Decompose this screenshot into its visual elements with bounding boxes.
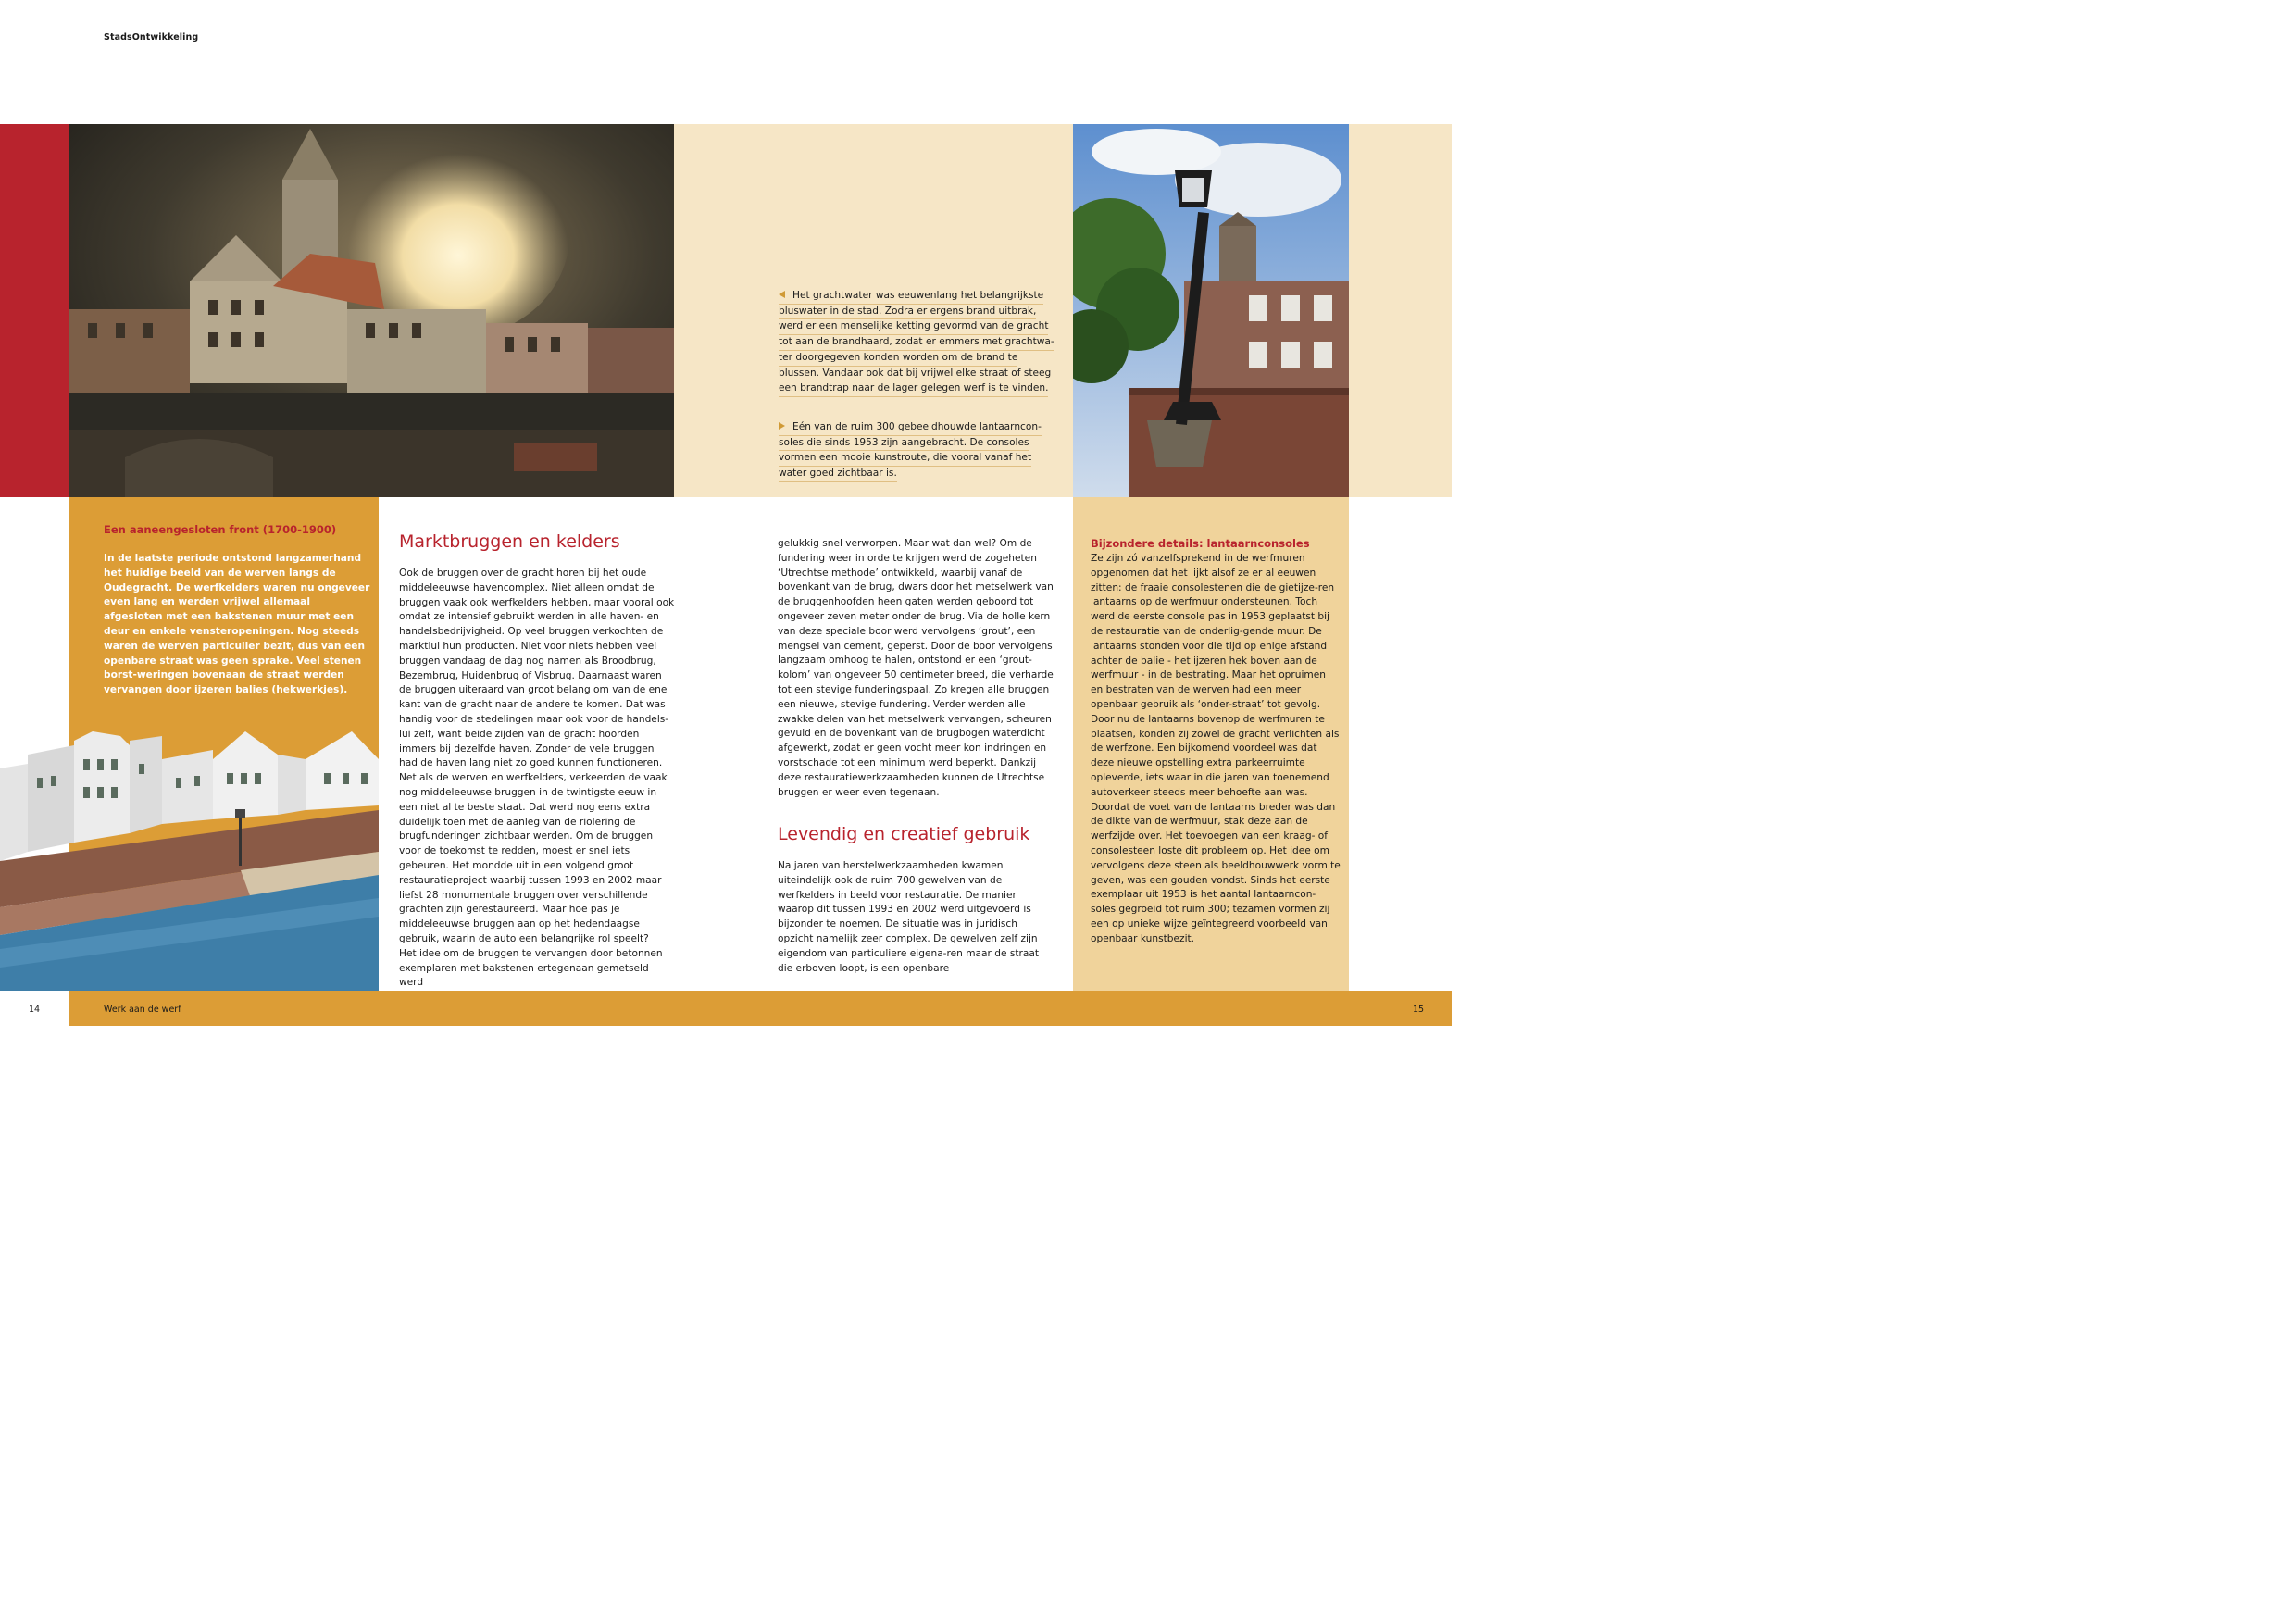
caption-line: tot aan de brandhaard, zodat er emmers met grachtwa- <box>779 335 1054 351</box>
sidebar-front-title: Een aaneengesloten front (1700-1900) <box>104 523 337 536</box>
caption-lantern-consoles <box>779 420 1042 482</box>
paragraph: Ook de bruggen over de gracht horen bij het oude middeleeuwse havencomplex. Niet alleen omdat de bruggen vaak ook werfkelders hebben, maar vooral ook omdat ze intensief gebruikt werden in alle haven- en handelsbedrijvigheid. Op veel bruggen verkochten de marktlui hun producten. Niet voor niets hebben veel bruggen vandaag de dag nog namen als Broodbrug, Bezembrug, Huidenbrug of Visbrug. Daarnaast waren de bruggen uiteraard van groot belang om van de ene kant van de gracht naar de andere te komen. Dat was handig voor de stedelingen maar ook voor de handels-lui zelf, want beide zijden van de gracht hoorden immers bij dezelfde haven. Zonder de vele bruggen had de haven lang niet zo goed kunnen functioneren. <box>399 568 675 769</box>
paragraph: Het idee om de bruggen te vervangen door betonnen exemplaren met bakstenen ertegenaan gemetseld werd <box>399 947 663 989</box>
page-number-left: 14 <box>29 1005 41 1015</box>
footer-title: Werk aan de werf <box>104 1005 181 1015</box>
article-column-2b <box>778 859 1054 976</box>
caption-line: bluswater in de stad. Zodra er ergens brand uitbrak, <box>779 305 1036 320</box>
caption-line: water goed zichtbaar is. <box>779 467 897 482</box>
sidebar-lantern-body: Ze zijn zó vanzelfsprekend in de werfmuren opgenomen dat het lijkt alsof ze er al eeuwen zitten: de fraaie consolestenen die de gietijze-ren lantaarns op de werfmuur ondersteunen. Toch werd de eerste console pas in 1953 geplaatst bij de restauratie van de onderlig-gende muur. De lantaarns stonden voor die tijd op enige afstand achter de balie - het ijzeren hek boven aan de werfmuur - in de bestrating. Maar het opruimen en bestraten van de werven had een meer openbaar gebruik als ‘onder-straat’ tot gevolg. Door nu de lantaarns bovenop de werfmuren te plaatsen, konden zij zowel de gracht verlichten als de werfzone. Een bijkomend voordeel was dat deze nieuwe opstelling extra parkeerruimte opleverde, iets waar in die jaren van toenemend autoverkeer steeds meer behoefte aan was. Doordat de voet van de lantaarns breder was dan de dikte van de werfmuur, stak deze aan de werfzijde over. Het toevoegen van een kraag- of consolesteen loste dit probleem op. Het idee om vervolgens deze steen als beeldhouwwerk vorm te geven, was een gouden vondst. Sinds het eerste exemplaar uit 1953 is het aantal lantaarncon-soles gegroeid tot ruim 300; tezamen vormen zij een op unieke wijze geïntegreerd voorbeeld van openbaar kunstbezit. <box>1091 553 1341 944</box>
heading-marktbruggen: Marktbruggen en kelders <box>399 531 620 552</box>
lantern-photo <box>1073 124 1349 497</box>
article-column-2 <box>778 537 1054 800</box>
paragraph: Net als de werven en werfkelders, verkeerden de vaak nog middeleeuwse bruggen in de twintigste eeuw in een niet al te beste staat. Dat werd nog eens extra duidelijk toen met de aanleg van de riolering de brugfunderingen zichtbaar werden. Om de bruggen voor de toekomst te redden, moest er snel iets gebeuren. Het mondde uit in een volgend groot restauratieproject waarbij tussen 1993 en 2002 maar liefst 28 monumentale bruggen over verschillende grachten zijn gerestaureerd. Maar hoe pas je middeleeuwse bruggen aan op het hedendaagse gebruik, waarin de auto een belangrijke rol speelt? <box>399 772 668 944</box>
sidebar-lantern-title: Bijzondere details: lantaarnconsoles <box>1091 537 1310 550</box>
caption-line: werd er een menselijke ketting gevormd van de gracht <box>779 319 1048 335</box>
caption-line: soles die sinds 1953 zijn aangebracht. De consoles <box>779 436 1029 452</box>
section-label: StadsOntwikkeling <box>104 32 199 43</box>
sidebar-lantern-box <box>1073 497 1349 991</box>
lantern-photo-graphic <box>1073 124 1349 497</box>
footer-bar <box>69 991 1452 1026</box>
cream-margin-block <box>1349 124 1452 497</box>
wharf-render-graphic <box>0 722 379 991</box>
caption-line: ter doorgegeven konden worden om de brand te <box>779 351 1017 367</box>
article-column-1 <box>399 567 675 991</box>
caption-line: vormen een mooie kunstroute, die vooral vanaf het <box>779 451 1031 467</box>
red-accent-strip <box>0 124 69 497</box>
wharf-3d-render <box>0 722 379 991</box>
page-number-right: 15 <box>1413 1005 1425 1015</box>
heading-levendig: Levendig en creatief gebruik <box>778 824 1030 844</box>
caption-line: een brandtrap naar de lager gelegen werf is te vinden. <box>779 381 1048 397</box>
arrow-right-icon <box>779 422 785 430</box>
caption-line: Eén van de ruim 300 gebeeldhouwde lantaarncon- <box>779 420 1042 436</box>
painting-fire-illustration <box>69 124 674 497</box>
caption-line: Het grachtwater was eeuwenlang het belangrijkste <box>779 289 1043 305</box>
caption-line: blussen. Vandaar ook dat bij vrijwel elke straat of steeg <box>779 367 1051 382</box>
paragraph: Na jaren van herstelwerkzaamheden kwamen uiteindelijk ook de ruim 700 gewelven van de werfkelders in beeld voor restauratie. De manier waarop dit tussen 1993 en 2002 werd uitgevoerd is bijzonder te noemen. De situatie was in juridisch opzicht namelijk zeer complex. De gewelven zelf zijn eigendom van particuliere eigena-ren maar de straat die erboven loopt, is een openbare <box>778 860 1040 974</box>
paragraph: gelukkig snel verworpen. Maar wat dan wel? Om de fundering weer in orde te krijgen werd de zogeheten ‘Utrechtse methode’ ontwikkeld, waarbij vanaf de bovenkant van de brug, dwars door het metselwerk van de bruggenhoofden heen gaten werden geboord tot ongeveer zeven meter onder de brug. Via de holle kern van deze speciale boor werd vervolgens ‘grout’, een mengsel van cement, geperst. Door de boor vervolgens langzaam omhoog te halen, ontstond er een ‘grout-kolom’ van ongeveer 50 centimeter breed, die verharde tot een stevige funderingspaal. Zo kregen alle bruggen een nieuwe, stevige fundering. Verder werden alle zwakke delen van het metselwerk vervangen, scheuren gevuld en de bovenkant van de brugbogen waterdicht afgewerkt, zodat er geen vocht meer kon indringen en vorstschade tot een minimum werd beperkt. Dankzij deze restauratiewerkzaamheden kunnen de Utrechtse bruggen er weer even tegenaan. <box>778 538 1054 798</box>
caption-fire-water <box>779 289 1054 397</box>
sidebar-front-body: In de laatste periode ontstond langzamerhand het huidige beeld van de werven langs de Oudegracht. De werfkelders waren nu ongeveer even lang en werden vrijwel allemaal afgesloten met een bakstenen muur met een deur en enkele vensteropeningen. Nog steeds waren de werven particulier bezit, dus van een openbare straat was geen sprake. Veel stenen borst-weringen bovenaan de straat werden vervangen door ijzeren balies (hekwerkjes). <box>104 553 370 696</box>
arrow-left-icon <box>779 291 785 298</box>
painting-graphic <box>69 124 674 497</box>
